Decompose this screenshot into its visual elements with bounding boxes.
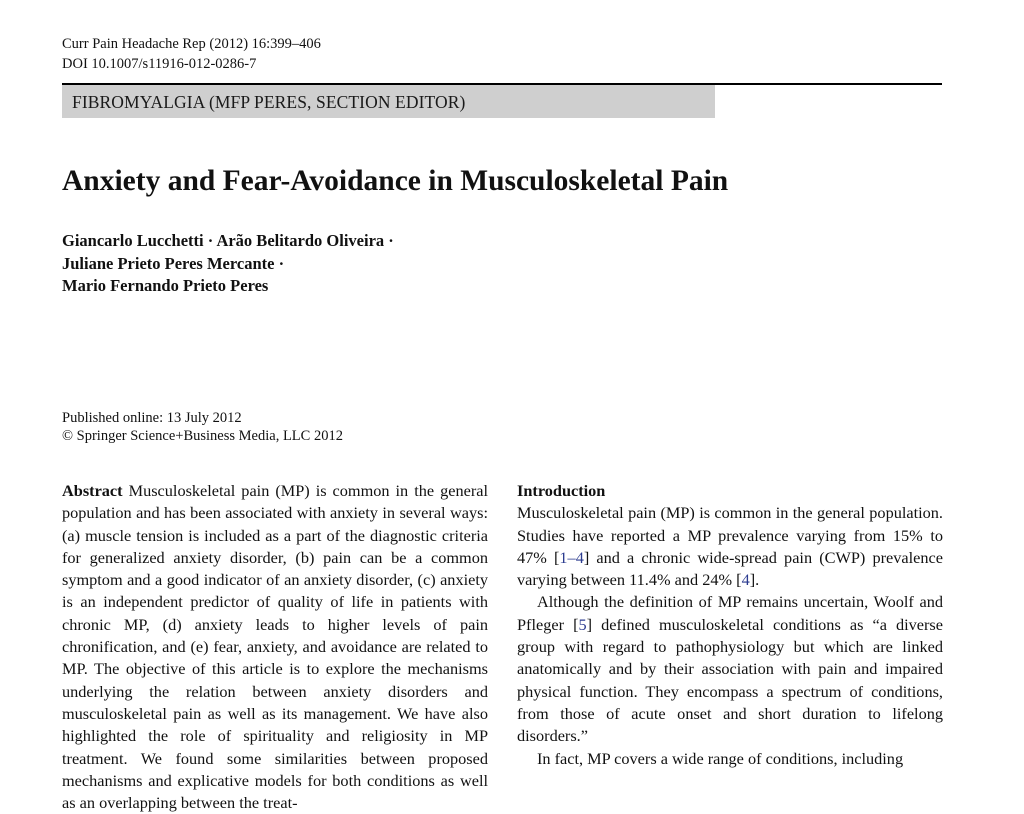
abstract-paragraph bbox=[62, 480, 488, 814]
intro-p1-text-b: ] and a chronic wide-spread pain (CWP) prevalence varying between 11.4% and 24% [ bbox=[517, 547, 943, 590]
citation-link[interactable]: 5 bbox=[578, 614, 587, 634]
authors-line-3: Mario Fernando Prieto Peres bbox=[62, 276, 269, 295]
introduction-heading: Introduction bbox=[517, 481, 606, 500]
doi-line: DOI 10.1007/s11916-012-0286-7 bbox=[62, 56, 257, 72]
journal-line: Curr Pain Headache Rep (2012) 16:399–406 bbox=[62, 36, 321, 52]
published-date: Published online: 13 July 2012 bbox=[62, 410, 242, 426]
citation-link[interactable]: 4 bbox=[741, 570, 750, 590]
intro-p1-text-a: Musculoskeletal pain (MP) is common in the general population. Studies have reported a MP prevalence varying from 15% to 47% [ bbox=[517, 503, 943, 567]
copyright-notice: © Springer Science+Business Media, LLC 2012 bbox=[62, 427, 343, 444]
intro-p1-text-c: ]. bbox=[749, 570, 760, 590]
authors-line-2: Juliane Prieto Peres Mercante · bbox=[62, 253, 285, 273]
authors-line-1: Giancarlo Lucchetti · Arão Belitardo Oliveira · bbox=[62, 231, 394, 250]
intro-paragraph-1 bbox=[517, 502, 943, 591]
intro-p2-text-b: ] defined musculoskeletal conditions as “a diverse group with regard to pathophysiology but which are linked anatomically and by their association with pain and impaired physical function. They encompass a spectrum of conditions, from those of acute onset and short duration to lifelong disorders.” bbox=[517, 614, 943, 746]
intro-p2-text-a: Although the definition of MP remains uncertain, Woolf and Pfleger [ bbox=[517, 592, 943, 634]
section-editor-bar: FIBROMYALGIA (MFP PERES, SECTION EDITOR) bbox=[62, 85, 715, 118]
abstract-text: Musculoskeletal pain (MP) is common in the general population and has been associated with anxiety in several ways: (a) muscle tension is included as a part of the diagnostic criteria for generalized anxiety disorder, (b) pain can be a common symptom and a good indicator of an anxiety disorder, (c) anxiety is an independent predictor of quality of life in patients with chronic MP, (d) anxiety leads to higher levels of pain chronification, and (e) fear, anxiety, and avoidance are related to MP. The objective of this article is to explore the mechanisms underlying the relation between anxiety disorders and musculoskeletal pain as well as its management. We have also highlighted the role of spirituality and religiosity in MP treatment. We found some similarities between proposed mechanisms and explicative models for both conditions as well as an overlapping between the treat- bbox=[62, 481, 488, 813]
intro-paragraph-2 bbox=[517, 591, 943, 747]
abstract-column bbox=[62, 480, 488, 814]
publication-info bbox=[62, 410, 343, 445]
author-list bbox=[62, 230, 394, 298]
intro-paragraph-3: In fact, MP covers a wide range of conditions, including bbox=[537, 748, 904, 768]
journal-citation bbox=[62, 34, 321, 74]
citation-link[interactable]: 1–4 bbox=[559, 547, 584, 567]
article-title: Anxiety and Fear-Avoidance in Musculoskeletal Pain bbox=[62, 165, 729, 197]
introduction-column bbox=[517, 480, 943, 770]
abstract-label: Abstract bbox=[62, 481, 123, 500]
